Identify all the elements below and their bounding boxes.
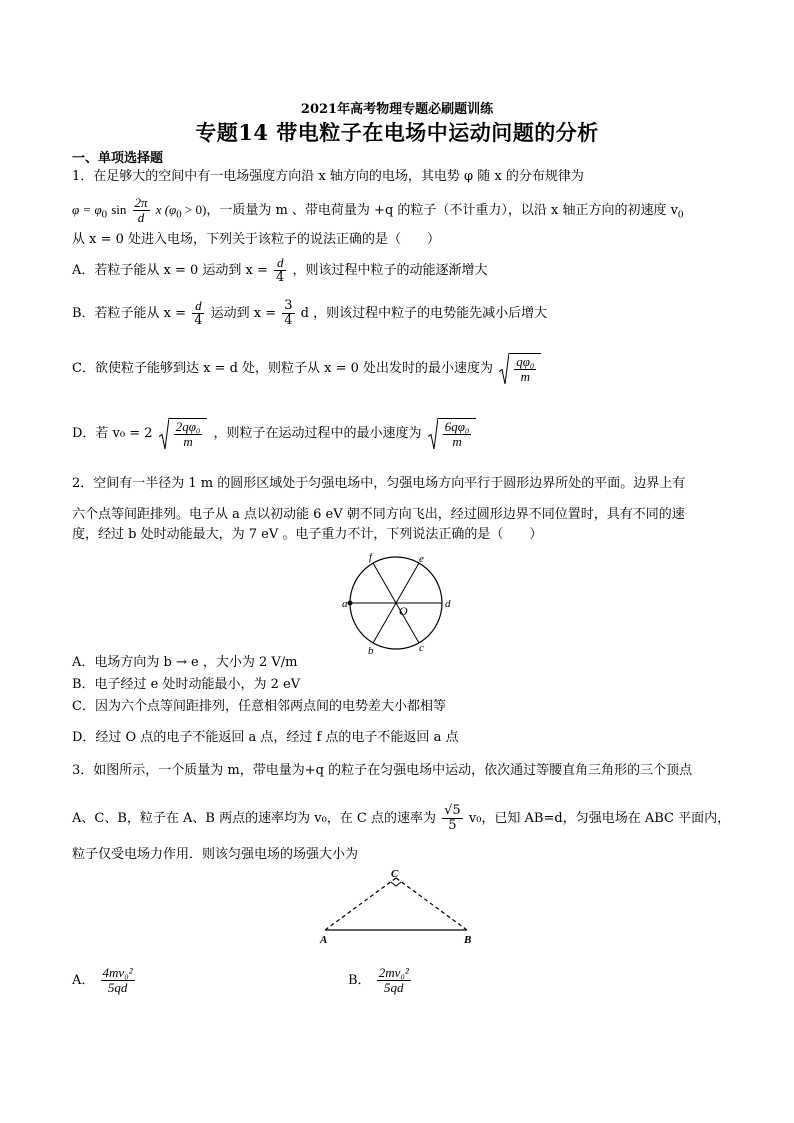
q1-option-b-mid: 运动到 x =	[210, 306, 277, 321]
q3-stem-line1: 3．如图所示，一个质量为 m，带电量为+q 的粒子在匀强电场中运动，依次通过等腰直角三角形的三个顶点	[72, 763, 693, 778]
q1-formula-fraction	[133, 196, 150, 225]
q3-option-b-den: 5qd	[383, 980, 404, 995]
q1-stem-line1: 1．在足够大的空间中有一电场强度方向沿 x 轴方向的电场，其电势 φ 随 x 的分布规律为	[72, 169, 584, 184]
document-subtitle: 2021年高考物理专题必刷题训练	[300, 102, 494, 117]
q3-option-a-num: 4mv₀²	[102, 965, 133, 980]
q2-label-c: c	[419, 642, 424, 654]
q2-option-b: B．电子经过 e 处时动能最小，为 2 eV	[72, 677, 301, 692]
q2-circle-diagram	[330, 553, 460, 658]
q3-option-b-label: B．	[348, 973, 371, 988]
q1-option-b-num1: d	[192, 299, 204, 314]
q1-option-a-fraction	[274, 256, 286, 285]
q1-option-a-den: 4	[276, 270, 285, 285]
q2-stem-line1: 2．空间有一半径为 1 m 的圆形区域处于匀强电场中，匀强电场方向平行于圆形边界所处的平面。边界上有	[72, 476, 686, 491]
q2-option-c: C．因为六个点等间距排列，任意相邻两点间的电势差大小都相等	[72, 699, 446, 714]
q1-option-d-num2: 6qφ₀	[444, 419, 470, 434]
q3-label-b: B	[464, 934, 472, 946]
q3-side-bc	[396, 878, 467, 930]
q1-formula-lhs: φ = φ	[72, 202, 102, 217]
q3-side-ac	[325, 878, 396, 930]
q1-option-d-den: m	[183, 434, 193, 449]
q1-option-b-num2: 3	[284, 298, 293, 313]
q3-triangle-diagram	[315, 866, 480, 946]
q1-formula-sin: sin	[111, 202, 127, 217]
q2-stem-line2: 六个点等间距排列。电子从 a 点以初动能 6 eV 朝不同方向飞出，经过圆形边界不同位置时，具有不同的速	[72, 507, 685, 522]
q1-formula-cond: > 0)	[181, 202, 207, 217]
q1-formula-tail: x (φ	[155, 202, 177, 217]
section-heading: 一、单项选择题	[72, 151, 164, 166]
q1-option-d-pre: D．若 v₀ = 2	[72, 426, 153, 441]
q1-option-c-den: m	[520, 369, 530, 384]
q2-label-b: b	[368, 645, 374, 657]
q2-label-a: a	[342, 598, 348, 610]
q3-frac-num: √5	[444, 803, 461, 818]
q1-option-a-num: d	[274, 256, 286, 271]
q3-option-a-den: 5qd	[107, 980, 128, 995]
q1-option-d-num: 2qφ₀	[175, 419, 201, 434]
q3-stem-line3: 粒子仅受电场力作用．则该匀强电场的场强大小为	[72, 847, 359, 862]
q2-point-a	[348, 601, 353, 606]
q1-option-d	[72, 418, 478, 449]
q3-option-a	[72, 966, 137, 995]
q2-stem-line3: 度，经过 b 处时动能最大，为 7 eV 。电子重力不计，下列说法正确的是（ ）	[72, 527, 543, 542]
document-title: 专题14 带电粒子在电场中运动问题的分析	[195, 120, 599, 145]
q1-option-b-pre: B．若粒子能从 x =	[72, 306, 187, 321]
q2-label-o: O	[399, 604, 408, 618]
q1-option-c-pre: C．欲使粒子能够到达 x = d 处，则粒子从 x = 0 处出发时的最小速度为	[72, 361, 494, 376]
q1-stem-line2: $\varphi = \varphi_0$ sin $\frac{2\pi}{d}$ x $(\varphi_0 > 0)$，一质量为 m 、带电荷量为 +q 的粒子（不计重力），以沿 x 轴正方向的初速度 $v_0$	[72, 195, 684, 225]
q2-option-d: D．经过 O 点的电子不能返回 a 点，经过 f 点的电子不能返回 a 点	[72, 730, 459, 745]
q1-option-b-den2: 4	[284, 313, 293, 328]
q1-option-a	[72, 256, 487, 285]
q3-option-b-fraction	[377, 966, 411, 995]
q1-option-b-den1: 4	[194, 313, 203, 328]
q3-option-a-label: A．	[72, 973, 95, 988]
q1-option-b-fraction1	[192, 299, 204, 328]
q1-option-b	[72, 299, 547, 328]
q3-label-c: C	[391, 868, 399, 880]
q2-label-d: d	[445, 598, 451, 610]
q1-option-b-fraction2	[282, 299, 294, 328]
q2-option-a: A．电场方向为 b → e ，大小为 2 V/m	[72, 655, 298, 670]
q1-option-c-num: qφ₀	[516, 354, 535, 369]
q1-frac-num: 2π	[134, 195, 148, 210]
q3-stem-line2	[72, 804, 730, 833]
q1-option-c	[72, 353, 543, 384]
q2-label-e: e	[419, 553, 424, 565]
q3-label-a: A	[320, 934, 328, 946]
q1-option-d-sqrt2	[428, 418, 477, 449]
q3-right-angle-mark	[391, 882, 401, 886]
q3-stem-line2-post: v₀，已知 AB=d，匀强电场在 ABC 平面内，	[468, 811, 731, 826]
q1-frac-den: d	[137, 210, 145, 225]
q1-option-c-sqrt	[499, 353, 541, 384]
q3-stem-line2-pre: A、C、B，粒子在 A、B 两点的速率均为 v₀，在 C 点的速率为	[72, 811, 436, 826]
q3-option-a-fraction	[101, 966, 135, 995]
q1-option-a-post: ，则该过程中粒子的动能逐渐增大	[292, 263, 488, 278]
q1-option-b-post: d ，则该过程中粒子的电势能先减小后增大	[300, 306, 548, 321]
q1-stem-line3: 从 x = 0 处进入电场，下列关于该粒子的说法正确的是（ ）	[72, 232, 441, 247]
q3-option-b-num: 2mv₀²	[378, 965, 409, 980]
q2-label-f: f	[369, 553, 373, 563]
q3-option-b	[348, 966, 413, 995]
q1-option-d-den2: m	[452, 434, 462, 449]
q1-option-a-pre: A．若粒子能从 x = 0 运动到 x =	[72, 263, 268, 278]
q3-frac-den: 5	[448, 818, 457, 833]
q1-option-d-sqrt1	[159, 418, 208, 449]
q1-stem-line2-rest: ，一质量为 m 、带电荷量为 +q 的粒子（不计重力），以沿 x 轴正方向的初速度 v	[206, 203, 678, 218]
q1-option-d-mid: ，则粒子在运动过程中的最小速度为	[213, 426, 422, 441]
q3-speed-fraction	[442, 804, 463, 833]
